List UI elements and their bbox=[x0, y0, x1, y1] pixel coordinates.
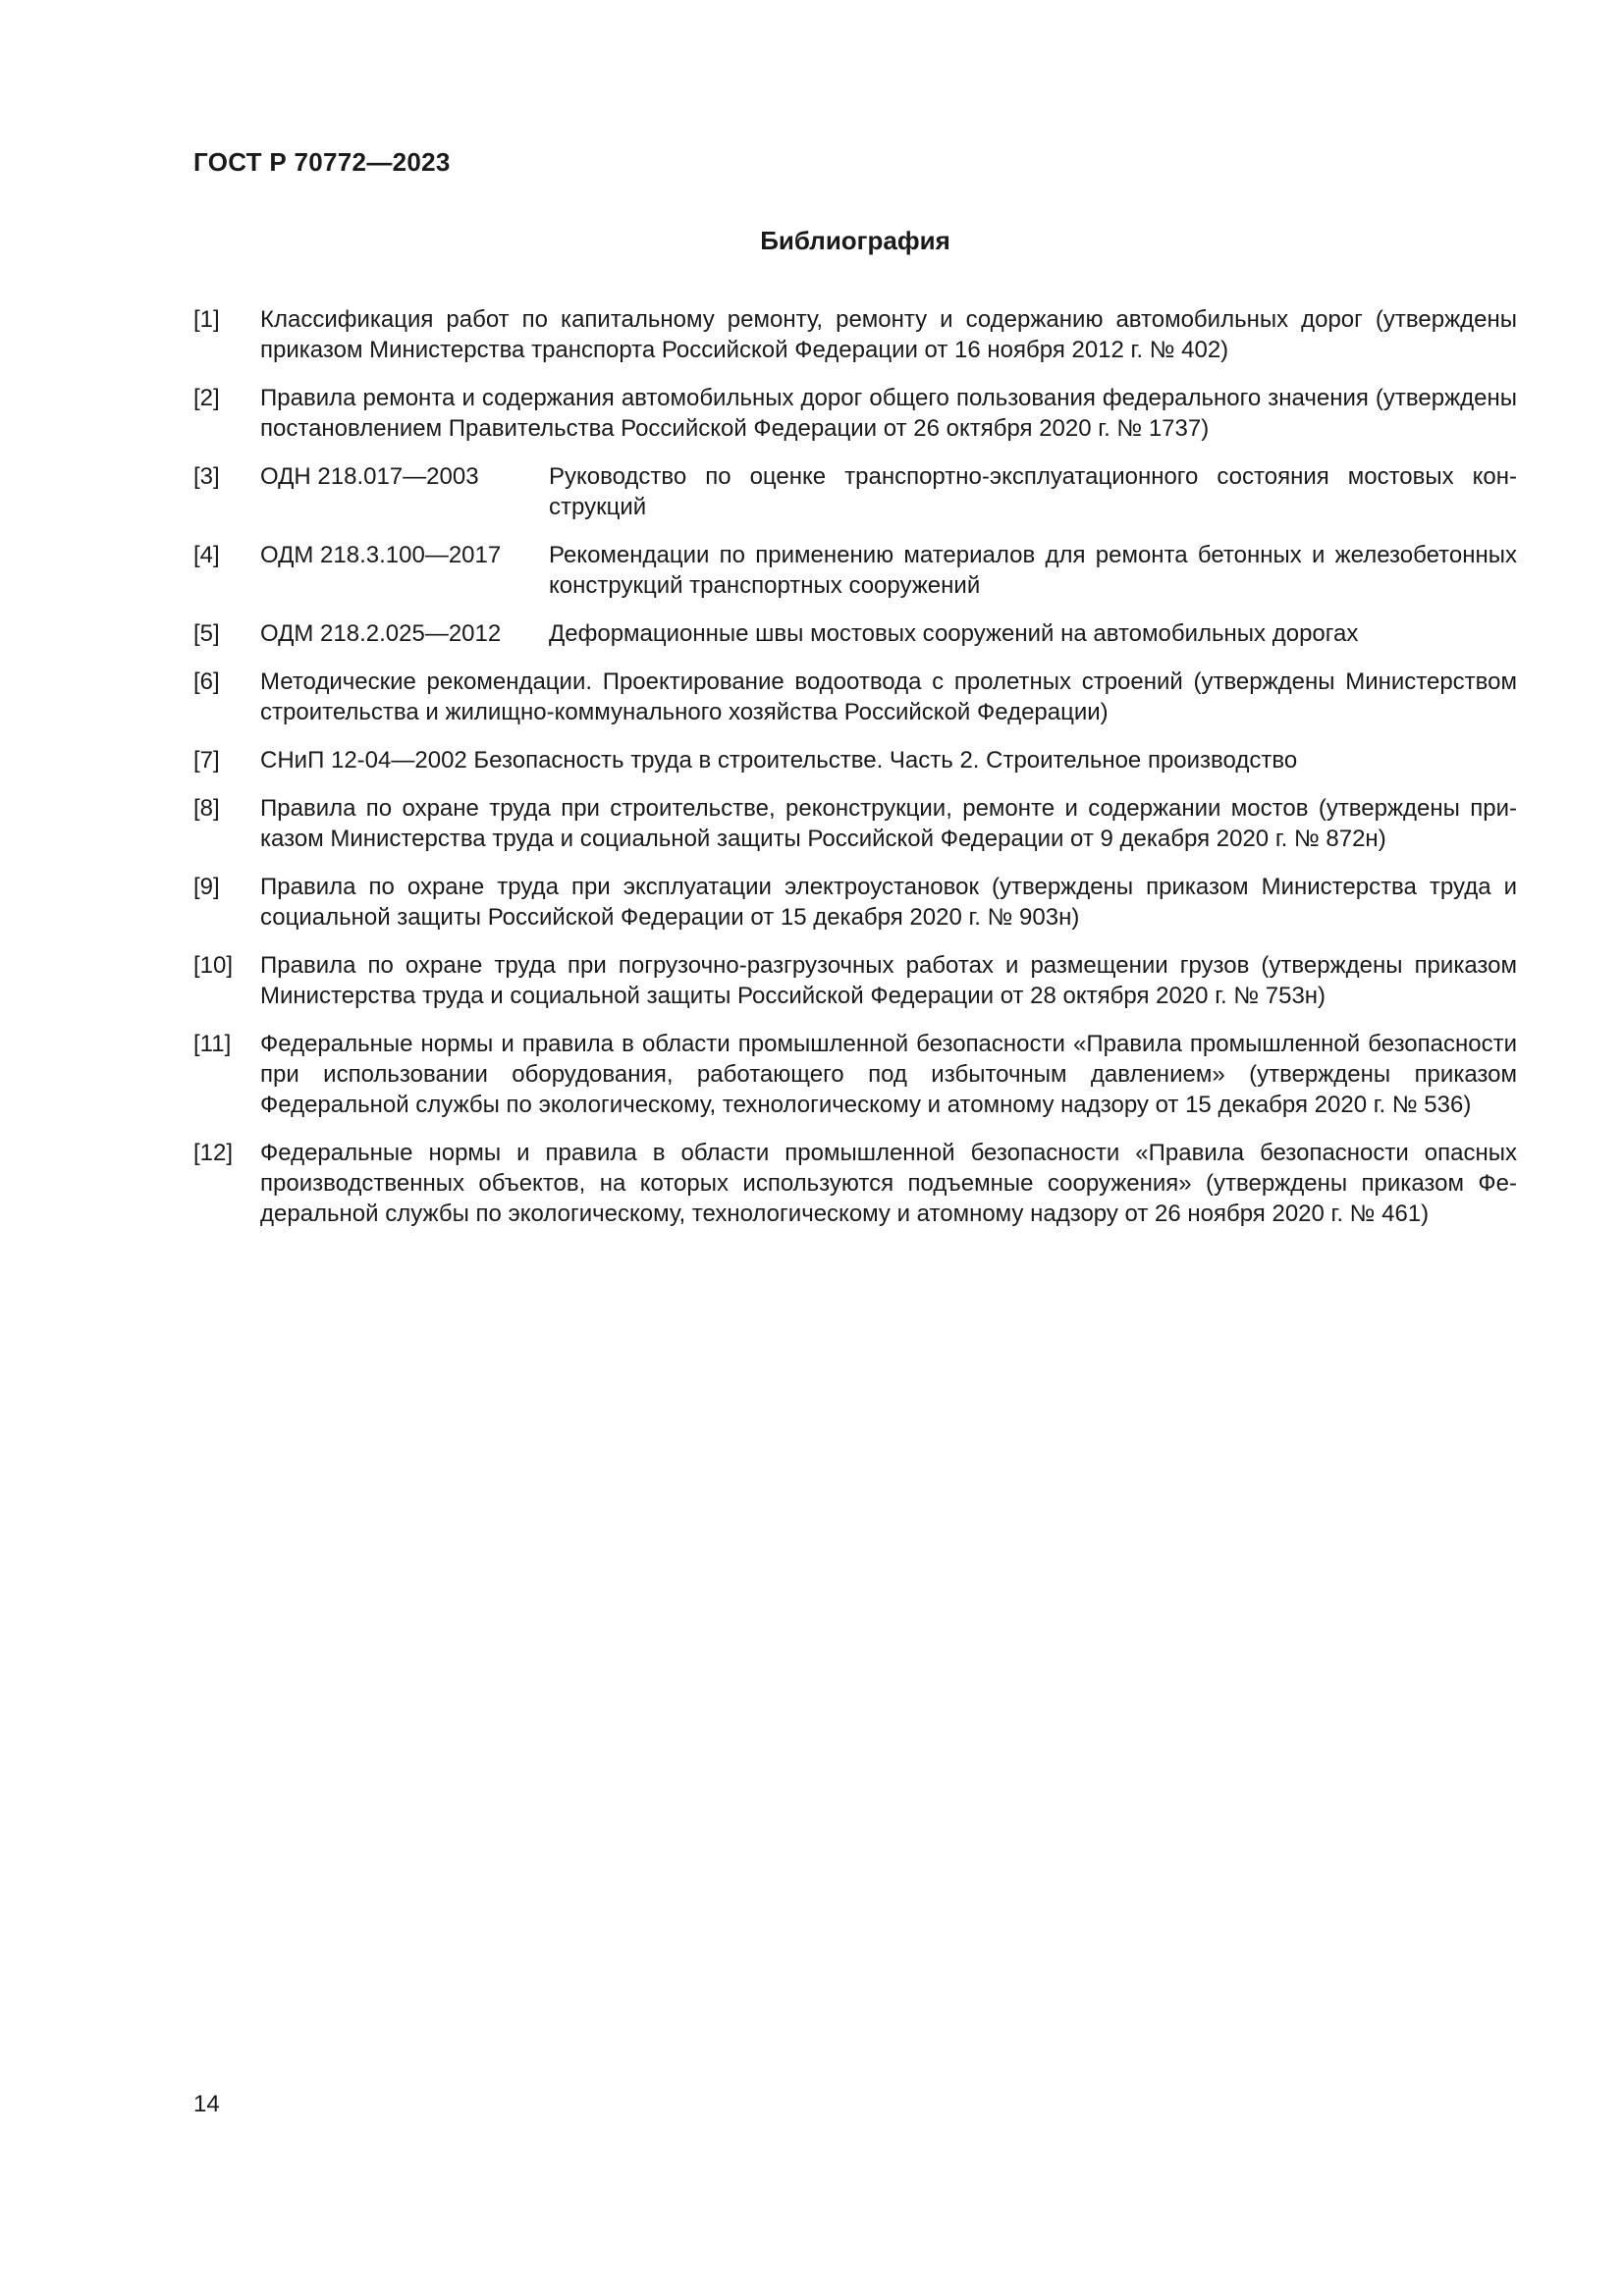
bibliography-entry bbox=[193, 793, 1517, 854]
bibliography-entry bbox=[193, 618, 1517, 649]
entry-text: Правила ремонта и содержания автомобильных дорог общего пользования федерального значения (утверждены постановлением Правительства Российской Федерации от 26 октября 2020 г. № 1737) bbox=[260, 385, 1517, 442]
entry-text: Федеральные нормы и правила в области промышленной безопасности «Правила безопасности опасных производственных объектов, на которых используются подъемные сооружения» (утверждены приказом Федеральной службы по экологическому, технологическому и атомному надзору от 26 ноября 2020 г. № 461) bbox=[260, 1140, 1517, 1227]
entry-text: Деформационные швы мостовых сооружений на автомобильных дорогах bbox=[549, 620, 1359, 647]
entry-number: [5] bbox=[193, 620, 220, 647]
section-title: Библиография bbox=[760, 226, 950, 255]
entry-text: Правила по охране труда при строительстве, реконструкции, ремонте и содержании мостов (утверждены приказом Министерства труда и социальной защиты Российской Федерации от 9 декабря 2020 г. № 872н) bbox=[260, 795, 1517, 852]
entry-number: [11] bbox=[193, 1031, 232, 1057]
bibliography-entry bbox=[193, 383, 1517, 444]
bibliography-entry bbox=[193, 1029, 1517, 1120]
entry-code: ОДН 218.017—2003 bbox=[260, 463, 479, 490]
page-number: 14 bbox=[193, 2091, 220, 2117]
entry-number: [2] bbox=[193, 385, 220, 411]
entry-text: Классификация работ по капитальному ремонту, ремонту и содержанию автомобильных дорог (утверждены приказом Министерства транспорта Российской Федерации от 16 ноября 2012 г. № 402) bbox=[260, 306, 1517, 363]
bibliography-entry bbox=[193, 1138, 1517, 1229]
bibliography-entry bbox=[193, 872, 1517, 933]
entry-text: Руководство по оценке транспортно-эксплуатационного состояния мостовых конструкций bbox=[549, 463, 1517, 520]
entry-number: [9] bbox=[193, 874, 220, 900]
entry-text: Правила по охране труда при эксплуатации электроустановок (утверждены приказом Министерства труда и социальной защиты Российской Федерации от 15 декабря 2020 г. № 903н) bbox=[260, 874, 1517, 931]
entry-code: ОДМ 218.3.100—2017 bbox=[260, 542, 502, 568]
entry-number: [7] bbox=[193, 747, 220, 774]
entry-number: [6] bbox=[193, 668, 220, 695]
entry-text: Правила по охране труда при погрузочно-разгрузочных работах и размещении грузов (утверждены приказом Министерства труда и социальной защиты Российской Федерации от 28 октября 2020 г. № 753н) bbox=[260, 952, 1517, 1009]
bibliography-entry bbox=[193, 667, 1517, 727]
entry-text: Рекомендации по применению материалов для ремонта бетонных и железобетонных конструкций транспортных сооружений bbox=[549, 542, 1517, 599]
document-header: ГОСТ Р 70772—2023 bbox=[193, 147, 451, 177]
bibliography-list bbox=[193, 304, 1517, 1247]
bibliography-entry bbox=[193, 950, 1517, 1011]
entry-text: Федеральные нормы и правила в области промышленной безопасности «Правила промышленной безопасности при использовании оборудования, работающего под избыточным давлением» (утверждены приказом Федеральной службы по экологическому, технологическому и атомному надзору от 15 декабря 2020 г. № 536) bbox=[260, 1031, 1517, 1118]
entry-number: [1] bbox=[193, 306, 220, 333]
bibliography-entry bbox=[193, 745, 1517, 775]
entry-text: Методические рекомендации. Проектирование водоотвода с пролетных строений (утверждены Министерством строительства и жилищно-коммунального хозяйства Российской Федерации) bbox=[260, 668, 1517, 725]
entry-number: [8] bbox=[193, 795, 220, 822]
bibliography-entry bbox=[193, 540, 1517, 601]
entry-text: СНиП 12-04—2002 Безопасность труда в строительстве. Часть 2. Строительное производство bbox=[260, 747, 1298, 774]
bibliography-entry bbox=[193, 304, 1517, 365]
entry-code: ОДМ 218.2.025—2012 bbox=[260, 620, 502, 647]
entry-number: [4] bbox=[193, 542, 220, 568]
entry-number: [3] bbox=[193, 463, 220, 490]
entry-number: [12] bbox=[193, 1140, 234, 1166]
entry-number: [10] bbox=[193, 952, 234, 979]
bibliography-entry bbox=[193, 461, 1517, 522]
